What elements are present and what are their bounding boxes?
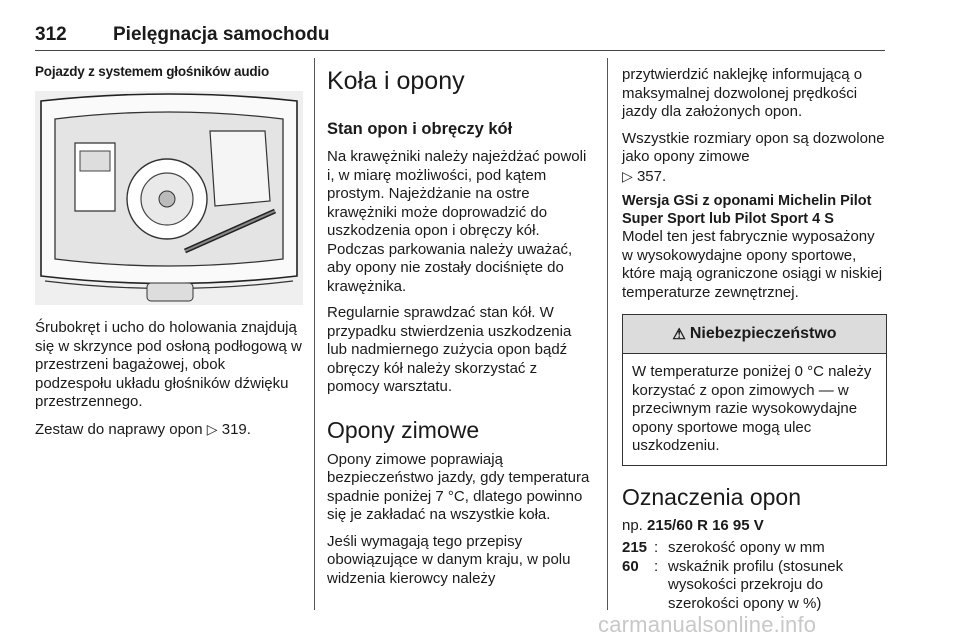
paragraph-check: Regularnie sprawdzać stan kół. W przypadku stwierdzenia uszkodzenia lub nadmiernego zużycia opon bądź obręczy kół należy skorzystać z pomocy warsztatu. [327, 304, 572, 395]
spec-key: 60 [622, 557, 639, 575]
subheading-winter-tyres: Opony zimowe [327, 416, 480, 443]
trunk-illustration-svg [35, 91, 303, 305]
warning-text: W temperaturze poniżej 0 °C należy korzystać z opon zimowych — w przeciwnym razie wysokowydajne opony sportowe mogą ulec uszkodzeniu. [632, 363, 872, 454]
paragraph-sticker: przytwierdzić naklejkę informującą o maksymalnej dozwolonej prędkości jazdy dla założonych opon. [622, 66, 863, 120]
spec-value: wskaźnik profilu (stosunek wysokości przekroju do szerokości opony w %) [668, 557, 844, 612]
page-ref-icon: ▷ [622, 167, 633, 184]
page-number: 312 [35, 24, 67, 45]
example-code: 215/60 R 16 95 V [647, 516, 764, 534]
column-left [35, 58, 303, 439]
column-right [622, 58, 887, 613]
sizes-text: Wszystkie rozmiary opon są dozwolone jako opony zimowe [622, 129, 885, 165]
gsi-heading: Wersja GSi z oponami Michelin Pilot Super Sport lub Pilot Sport 4 S [622, 193, 872, 227]
example-line [622, 517, 887, 536]
subheading-condition: Stan opon i obręczy kół [327, 120, 513, 138]
spec-sep: : [654, 539, 659, 556]
column-divider [314, 58, 315, 610]
gsi-paragraph: Model ten jest fabrycznie wyposażony w wysokowydajne opony sportowe, które mają ograniczone osiągi w niskiej temperaturze zewnętrznej. [622, 228, 883, 301]
column-middle [327, 58, 592, 588]
repair-kit-paragraph [35, 420, 303, 440]
watermark: carmanualsonline.info [598, 612, 817, 637]
warning-header [623, 315, 886, 354]
example-prefix: np. [622, 516, 643, 534]
trunk-illustration [35, 91, 303, 305]
section-title-wheels: Koła i opony [327, 67, 465, 95]
paragraph-sizes [622, 130, 887, 187]
warning-body [623, 354, 886, 465]
repair-kit-ref[interactable]: 319. [221, 420, 251, 438]
caption-paragraph: Śrubokręt i ucho do holowania znajdują się w skrzynce pod osłoną podłogową w przestrzeni bagażowej, obok podzespołu układu głośników dźwięku przestrzennego. [35, 319, 302, 410]
warning-box [622, 314, 887, 466]
spec-list [622, 539, 887, 613]
page-header [35, 18, 885, 51]
column-divider [607, 58, 608, 610]
page-ref-icon: ▷ [206, 420, 218, 437]
spec-value: szerokość opony w mm [668, 539, 825, 556]
warning-title: Niebezpieczeństwo [689, 325, 837, 342]
warning-triangle-icon: ⚠ [672, 326, 686, 343]
spec-key: 215 [622, 539, 648, 556]
paragraph-regulations: Jeśli wymagają tego przepisy obowiązujące w danym kraju, w polu widzenia kierowcy należy [327, 532, 571, 587]
paragraph-curbs: Na krawężniki należy najeżdżać powoli i, w miarę możliwości, pod kątem prostym. Najeżdżanie na ostre krawężniki może doprowadzić do uszkodzenia opon i obręczy kół. Podczas parkowania należy uważać, aby opony nie zostały dociśnięte do krawężnika. [327, 148, 587, 295]
repair-kit-text: Zestaw do naprawy opon [35, 420, 203, 438]
chapter-title: Pielęgnacja samochodu [113, 24, 330, 45]
spec-sep: : [654, 557, 659, 575]
paragraph-winter: Opony zimowe poprawiają bezpieczeństwo jazdy, gdy temperatura spadnie poniżej 7 °C, dlatego powinno się je zakładać na wszystkie koła. [327, 450, 590, 523]
sizes-ref[interactable]: 357. [636, 167, 667, 185]
section-heading-audio: Pojazdy z systemem głośników audio [35, 64, 270, 79]
subheading-tyre-markings: Oznaczenia opon [622, 483, 802, 510]
